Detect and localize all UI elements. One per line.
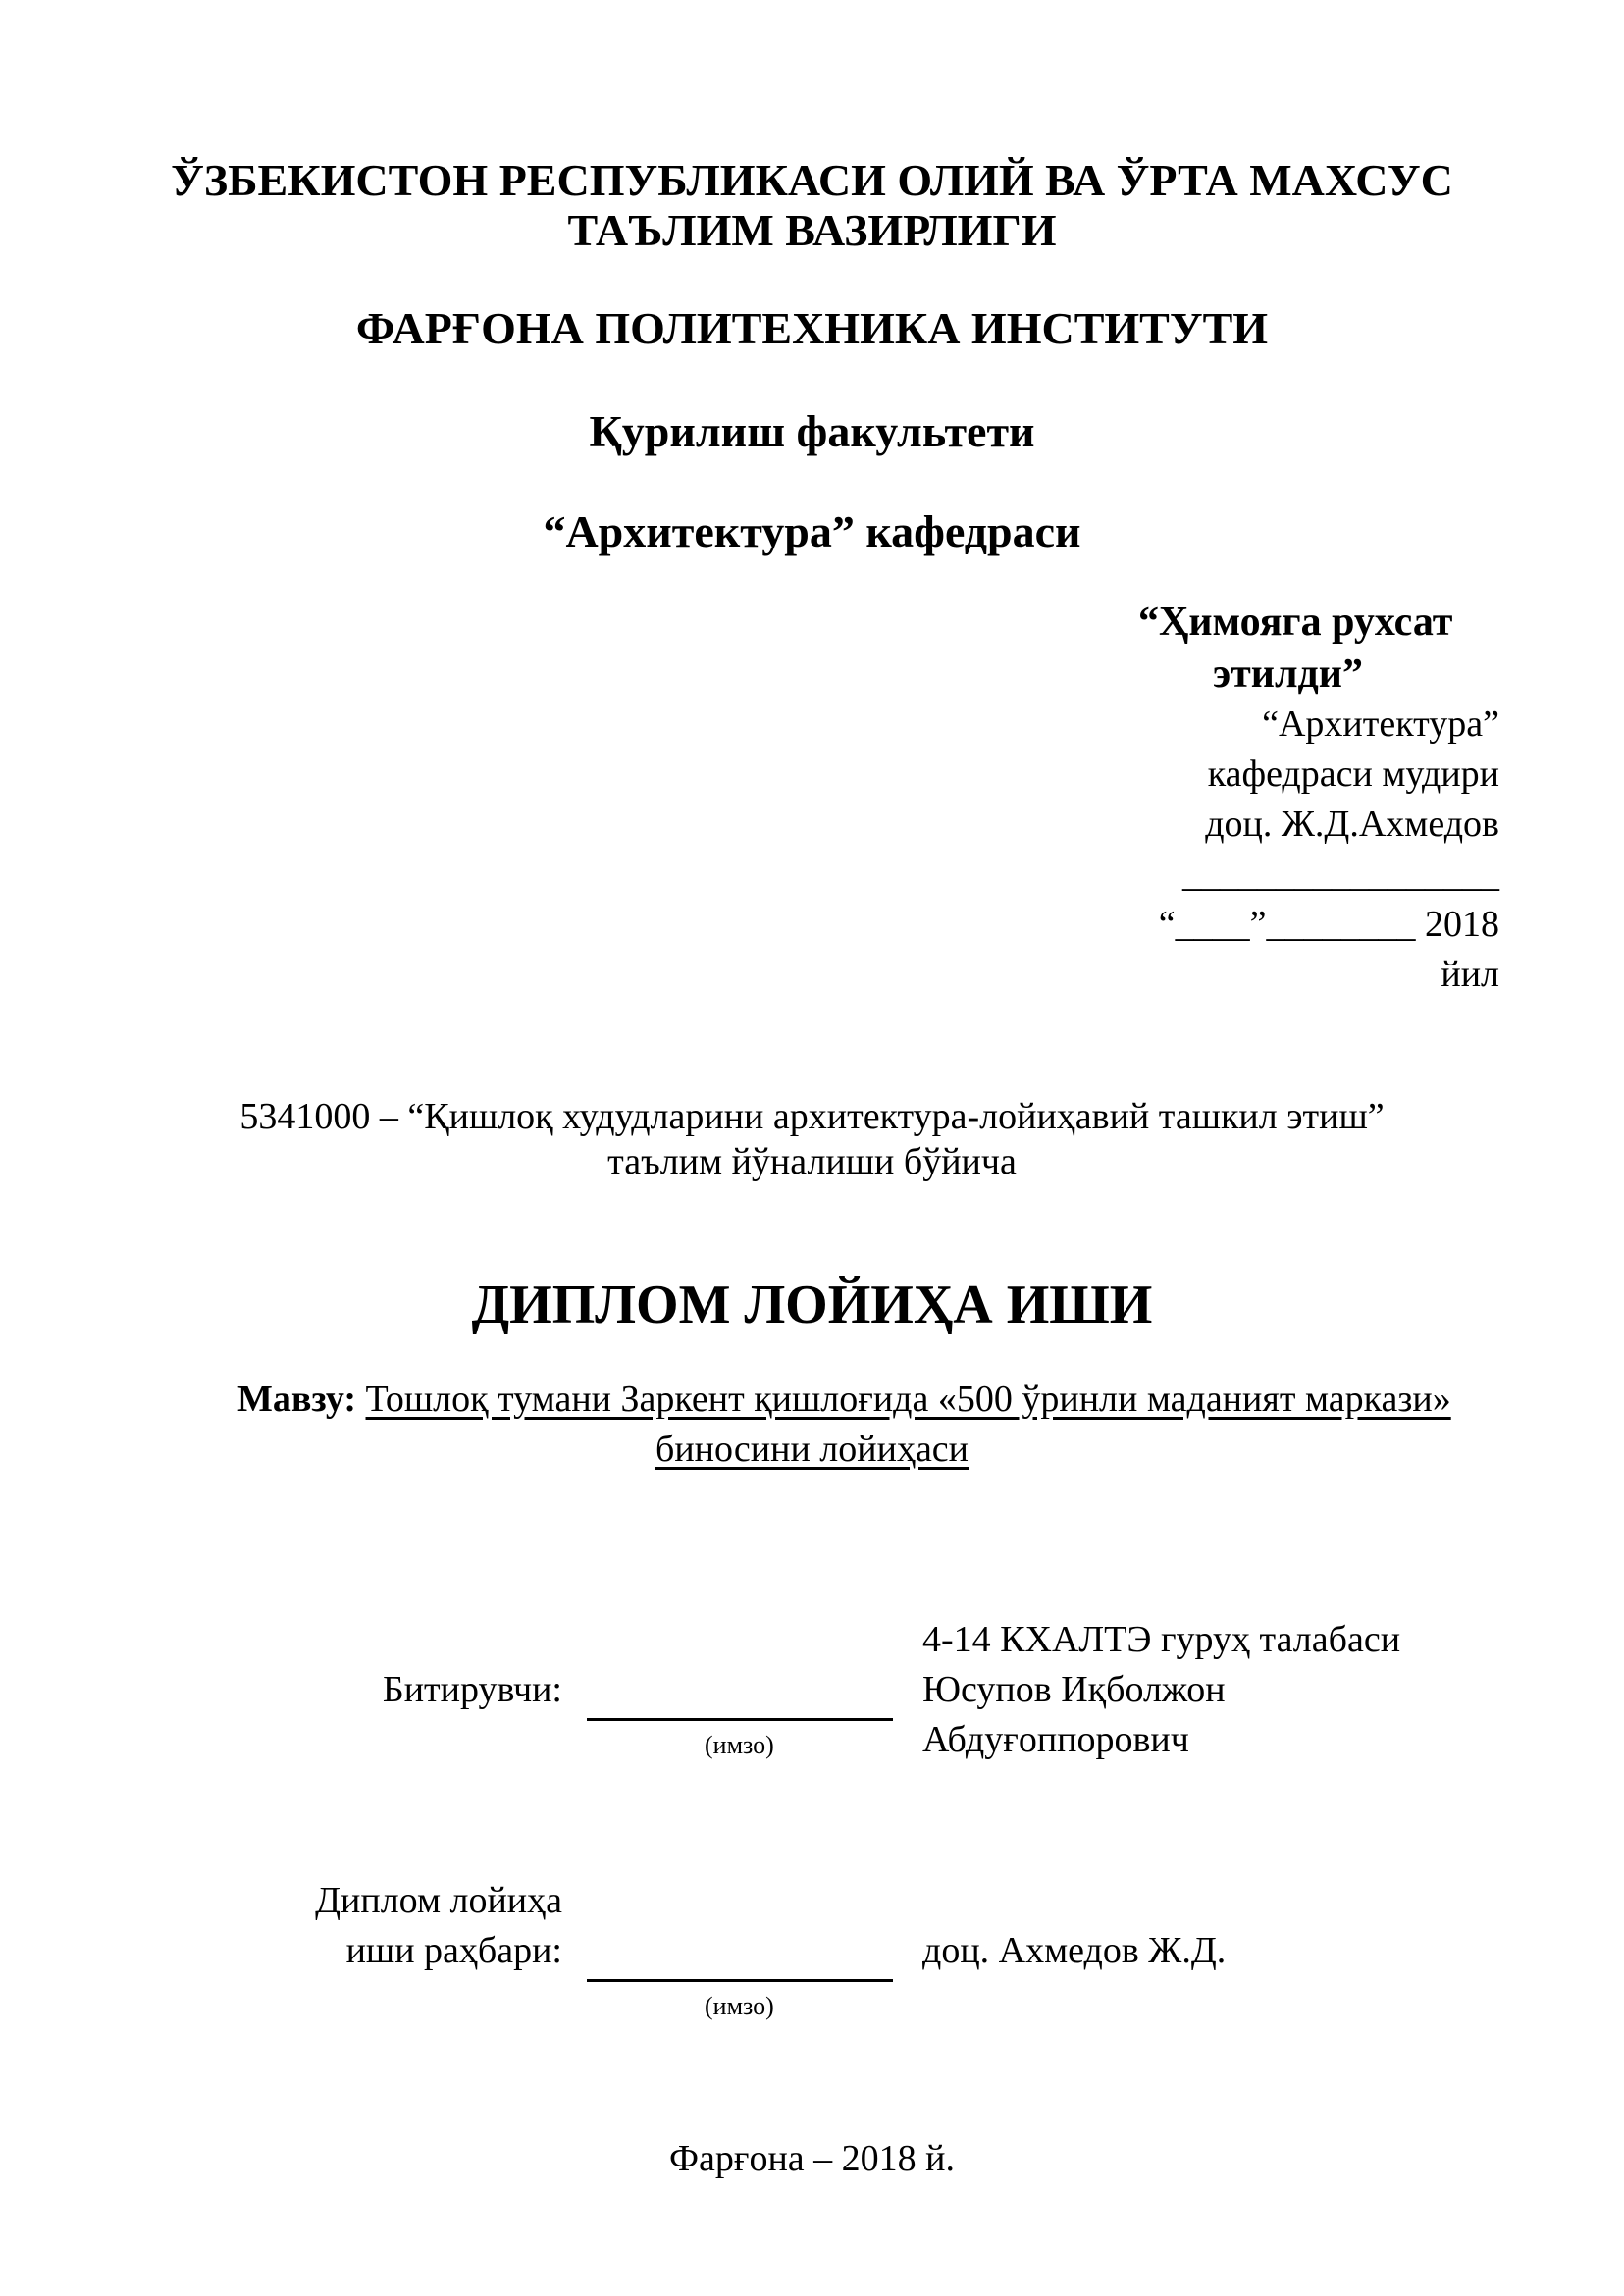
supervisor-label-line-2: иши раҳбари: (345, 1930, 562, 1971)
approval-signature-blank: _________________ (1182, 854, 1499, 895)
approval-dept-line-2: кафедраси мудири (1207, 754, 1499, 795)
department-head: доц. Ж.Д.Ахмедов (1205, 804, 1499, 845)
supervisor-sign-caption: (имзо) (705, 1992, 774, 2020)
approval-dept-line-1: “Архитектура” (1262, 704, 1499, 745)
document-title: ДИПЛОМ ЛОЙИҲА ИШИ (471, 1275, 1153, 1335)
supervisor-label-line-1: Диплом лойиҳа (315, 1880, 562, 1921)
faculty-name: Қурилиш факультети (589, 406, 1035, 456)
ministry-line-2: ТАЪЛИМ ВАЗИРЛИГИ (567, 205, 1057, 255)
graduate-name-line-1: Юсупов Иқболжон (922, 1669, 1226, 1710)
topic-line-2 (0, 1428, 1624, 1471)
graduate-name-line-2: Абдуғоппорович (922, 1719, 1189, 1760)
department-name: “Архитектура” кафедраси (543, 506, 1081, 556)
graduate-signature-line (587, 1718, 893, 1721)
approval-year-word: йил (1441, 954, 1499, 995)
approval-date-line: “____”________ 2018 (1158, 904, 1499, 945)
institute-name: ФАРҒОНА ПОЛИТЕХНИКА ИНСТИТУТИ (355, 303, 1269, 353)
approval-title-line-2: этилди” (1213, 652, 1363, 697)
supervisor-name: доц. Ахмедов Ж.Д. (922, 1930, 1227, 1971)
topic-text-1: Тошлоқ тумани Заркент қишлоғида «500 ўринли маданият маркази» (365, 1379, 1451, 1420)
program-line-2: таълим йўналиши бўйича (607, 1141, 1017, 1182)
program-line-1: 5341000 – “Қишлоқ худудларини архитектура-лойиҳавий ташкил этиш” (239, 1096, 1385, 1137)
graduate-group: 4-14 КХАЛТЭ гуруҳ талабаси (922, 1619, 1401, 1660)
supervisor-signature-line (587, 1979, 893, 1982)
topic-line-1 (237, 1378, 1451, 1421)
place-year: Фарғона – 2018 й. (668, 2138, 955, 2179)
graduate-sign-caption: (имзо) (705, 1731, 774, 1759)
graduate-label: Битирувчи: (382, 1669, 562, 1710)
approval-title-line-1: “Ҳимояга рухсат (1138, 600, 1453, 645)
ministry-line-1: ЎЗБЕКИСТОН РЕСПУБЛИКАСИ ОЛИЙ ВА ЎРТА МАХСУС (171, 155, 1453, 205)
topic-label: Мавзу: (237, 1379, 357, 1420)
topic-text-2: биносини лойиҳаси (655, 1429, 969, 1470)
